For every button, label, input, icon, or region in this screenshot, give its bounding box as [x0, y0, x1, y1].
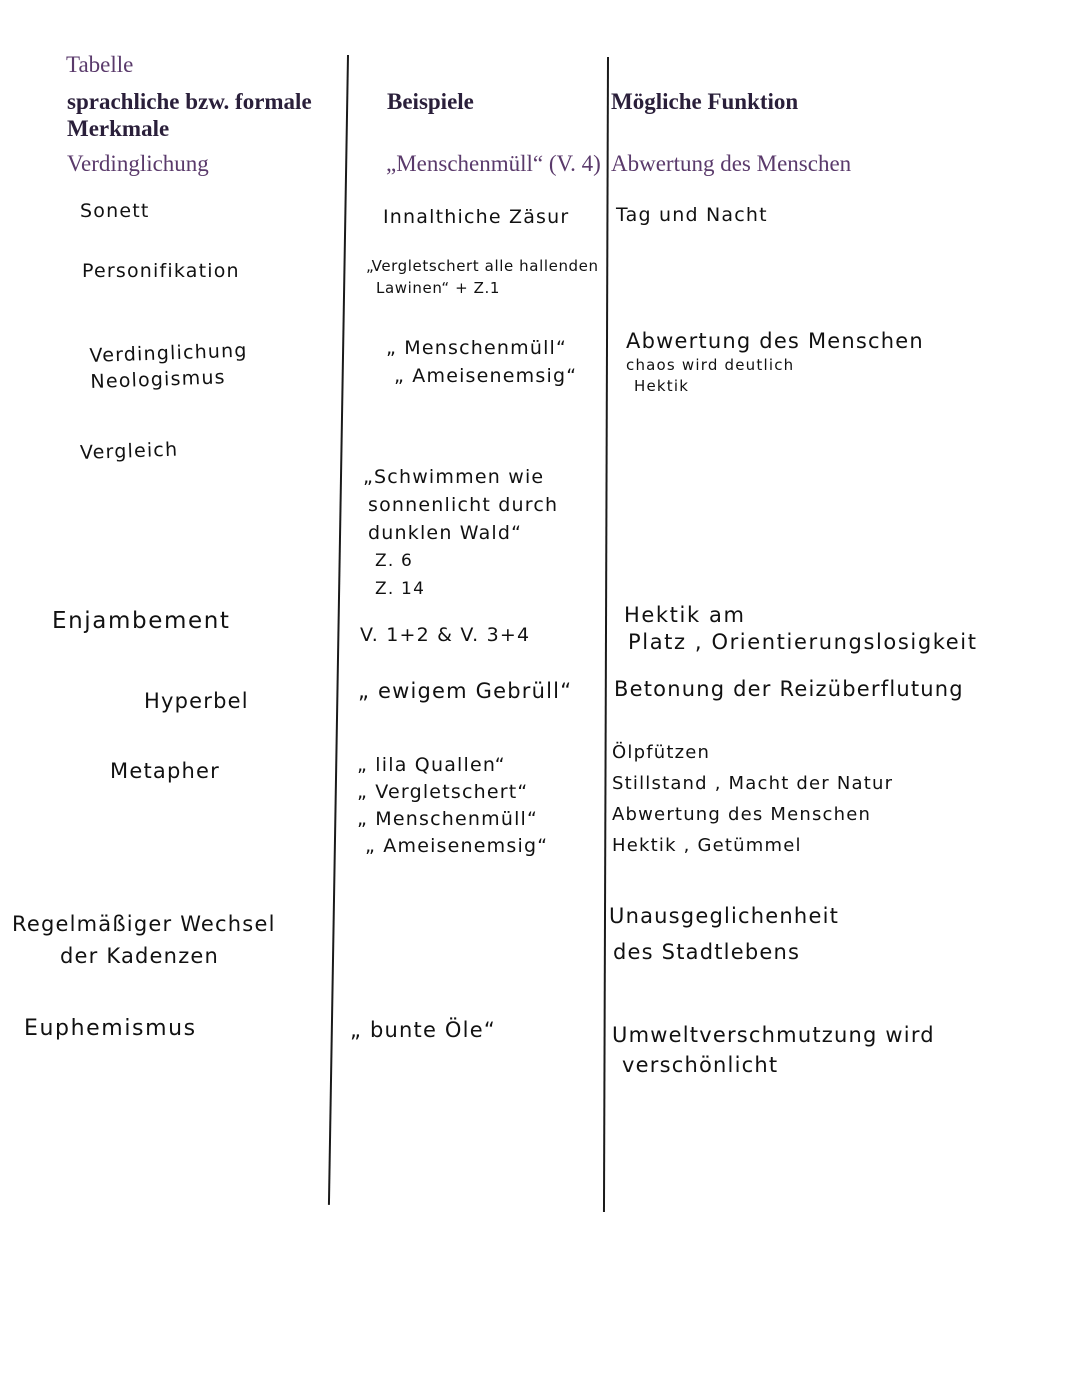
typed-funktion: Abwertung des Menschen: [611, 151, 852, 176]
table-title: Tabelle: [66, 52, 134, 77]
column-divider-2: [603, 57, 609, 1212]
row-kadenzen-merkmal: [12, 908, 276, 972]
row-hyperbel-funktion: [614, 676, 964, 702]
row-euphemismus-beispiel: [350, 1017, 496, 1043]
handwritten-line: Enjambement: [52, 608, 231, 634]
handwritten-line: verschönlicht: [622, 1053, 779, 1077]
handwritten-line: Lawinen“ + Z.1: [376, 279, 500, 297]
handwritten-line: V. 1+2 & V. 3+4: [360, 624, 531, 646]
row-personifikation-merkmal: [82, 258, 240, 284]
handwritten-line: Verdinglichung: [89, 339, 248, 368]
typed-beispiel: „Menschenmüll“ (V. 4): [386, 151, 601, 176]
handwritten-line: Hyperbel: [144, 689, 249, 713]
column-divider-1: [328, 55, 349, 1205]
handwritten-line: Euphemismus: [24, 1016, 197, 1041]
row-hyperbel-beispiel: [358, 678, 572, 704]
row-metapher-merkmal: [110, 758, 220, 784]
handwritten-line: des Stadtlebens: [613, 940, 801, 964]
handwritten-line: Personifikation: [82, 260, 240, 282]
row-euphemismus-funktion: [612, 1020, 935, 1080]
handwritten-line: dunklen Wald“: [368, 522, 523, 544]
row-verdinglichung-funktion: [626, 328, 924, 396]
header-merkmale-line1: sprachliche bzw. formale: [67, 89, 312, 114]
handwritten-line: Abwertung des Menschen: [612, 804, 872, 825]
header-merkmale: [67, 88, 312, 142]
handwritten-line: der Kadenzen: [60, 944, 220, 968]
handwritten-line: Vergleich: [79, 438, 179, 464]
row-metapher-funktion: [612, 737, 893, 861]
handwritten-line: Regelmäßiger Wechsel: [12, 912, 276, 936]
handwritten-line: Tag und Nacht: [616, 204, 768, 226]
handwritten-line: Metapher: [110, 759, 220, 783]
row-vergleich-merkmal: [80, 437, 179, 466]
row-sonett-beispiel: [383, 204, 569, 230]
handwritten-line: „ Vergletschert“: [357, 781, 529, 803]
handwritten-line: sonnenlicht durch: [368, 494, 559, 516]
handwritten-line: Ölpfützen: [612, 742, 711, 763]
row-verdinglichung-beispiel: [386, 335, 577, 389]
handwritten-line: Stillstand , Macht der Natur: [612, 773, 894, 794]
handwritten-line: „ Ameisenemsig“: [394, 365, 578, 387]
row-metapher-beispiel: [357, 752, 548, 860]
handwritten-line: „ lila Quallen“: [357, 754, 506, 776]
handwritten-line: Unausgeglichenheit: [609, 904, 840, 928]
header-funktion: Mögliche Funktion: [611, 89, 799, 114]
header-merkmale-line2: Merkmale: [67, 116, 170, 141]
handwritten-line: „Vergletschert alle hallenden: [366, 257, 599, 275]
handwritten-line: Z. 6: [375, 551, 414, 571]
handwritten-line: „ bunte Öle“: [350, 1018, 496, 1042]
row-enjambement-beispiel: [360, 622, 530, 648]
typed-merkmal: Verdinglichung: [67, 151, 209, 176]
row-personifikation-beispiel: [366, 255, 599, 299]
row-euphemismus-merkmal: [24, 1014, 197, 1044]
handwritten-line: „Schwimmen wie: [363, 466, 545, 488]
row-kadenzen-funktion: [609, 898, 839, 970]
row-enjambement-funktion: [624, 602, 978, 656]
handwritten-line: Innalthiche Zäsur: [383, 206, 570, 228]
handwritten-line: Platz , Orientierungslosigkeit: [628, 630, 978, 654]
row-vergleich-beispiel: [363, 463, 558, 603]
handwritten-line: Betonung der Reizüberflutung: [614, 677, 964, 701]
handwritten-line: Neologismus: [90, 366, 227, 393]
row-sonett-merkmal: [80, 198, 150, 224]
handwritten-line: „ Menschenmüll“: [386, 337, 568, 359]
handwritten-line: „ Menschenmüll“: [357, 808, 539, 830]
row-enjambement-merkmal: [52, 606, 231, 636]
handwritten-line: Abwertung des Menschen: [626, 329, 924, 353]
row-sonett-funktion: [616, 202, 768, 228]
handwritten-line: Z. 14: [375, 579, 426, 599]
handwritten-line: Hektik: [634, 377, 690, 395]
handwritten-line: „ ewigem Gebrüll“: [358, 679, 573, 703]
row-verdinglichung-merkmal: [89, 337, 249, 394]
handwritten-line: Umweltverschmutzung wird: [612, 1023, 935, 1047]
handwritten-line: Sonett: [80, 200, 150, 222]
row-hyperbel-merkmal: [144, 688, 249, 714]
handwritten-line: chaos wird deutlich: [626, 356, 795, 374]
handwritten-line: „ Ameisenemsig“: [365, 835, 549, 857]
handwritten-line: Hektik am: [624, 603, 746, 627]
header-beispiele: Beispiele: [387, 89, 474, 114]
handwritten-line: Hektik , Getümmel: [612, 835, 802, 856]
